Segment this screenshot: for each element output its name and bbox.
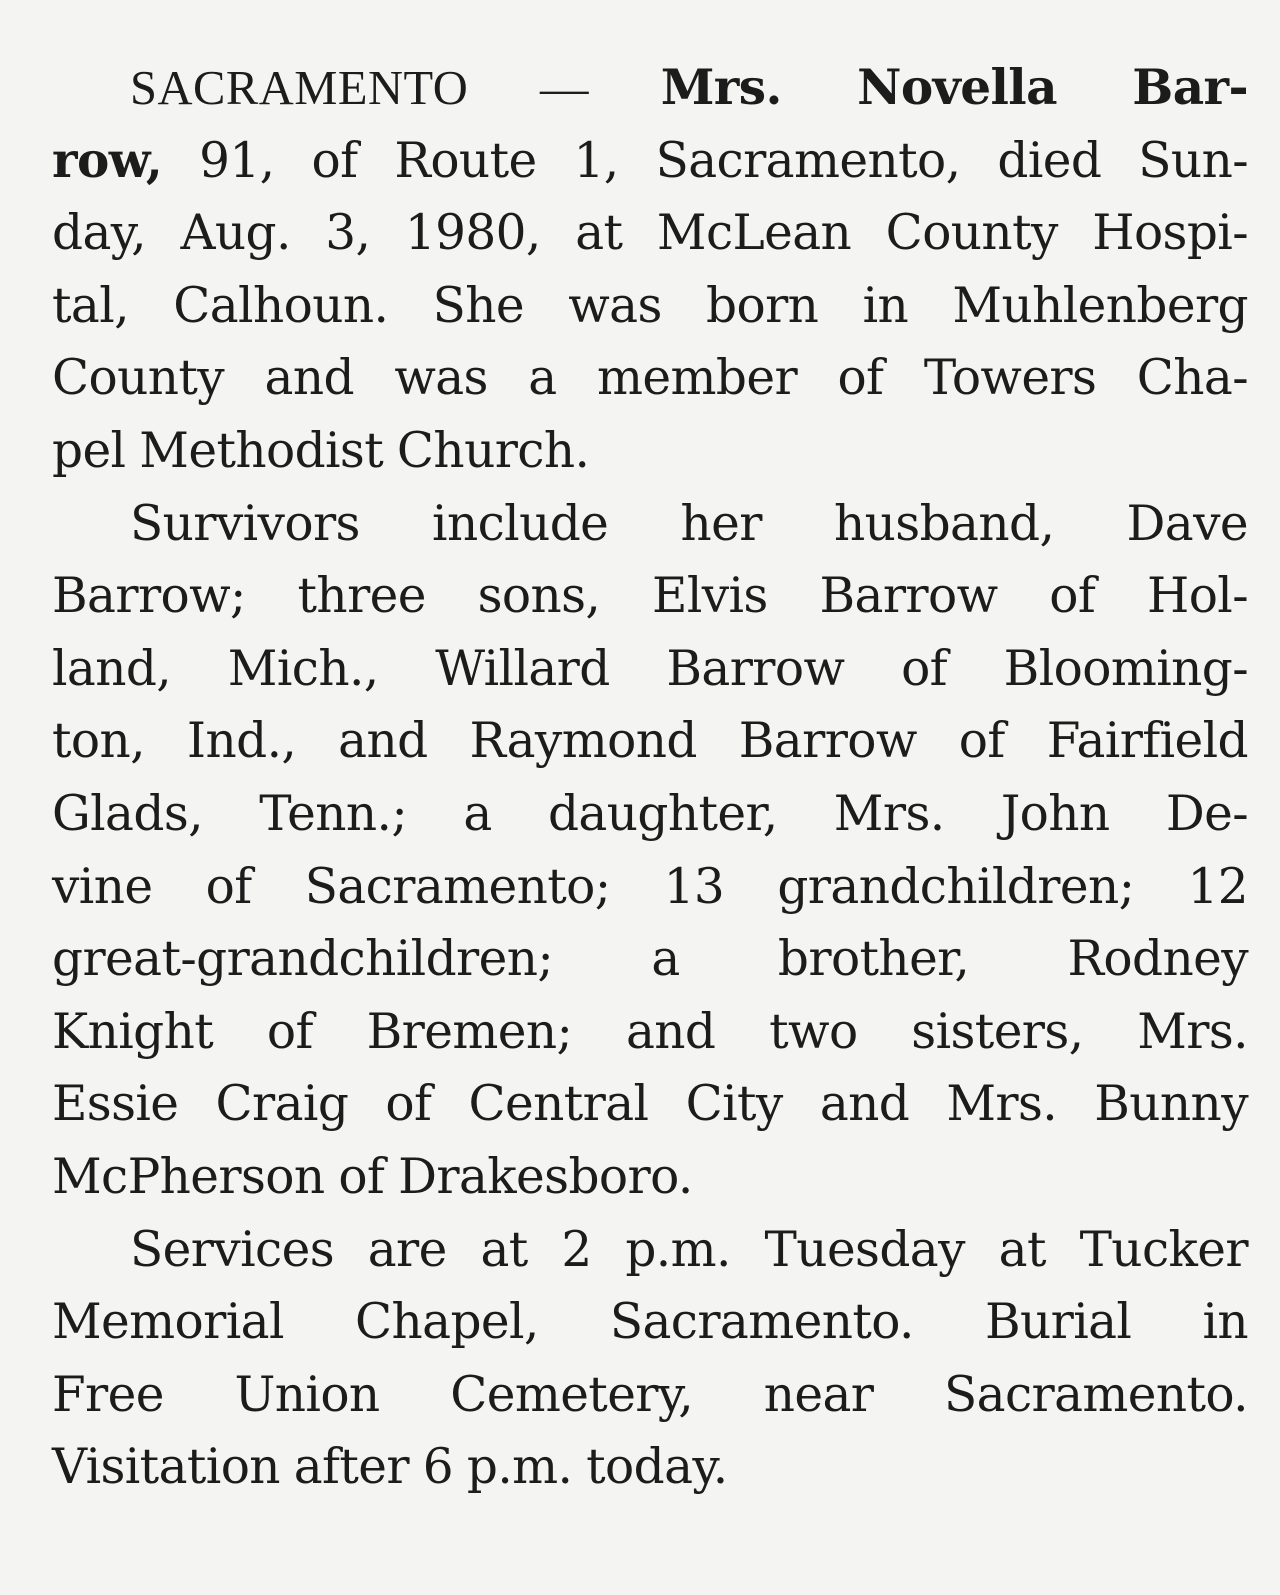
headline-line [52, 52, 1248, 125]
dateline: SACRAMENTO — [130, 62, 661, 115]
text-line: Free Union Cemetery, near Sacramento. [52, 1366, 1248, 1423]
text-line: McPherson of Drakesboro. [52, 1148, 693, 1205]
obituary-clipping [52, 52, 1248, 1504]
text-line: great-grandchildren; a brother, Rodney [52, 931, 1248, 988]
deceased-name: Mrs. Novella Bar- [660, 59, 1248, 116]
text-line: pel Methodist Church. [52, 422, 590, 479]
text-line [52, 125, 1248, 198]
text-line: Knight of Bremen; and two sisters, Mrs. [52, 1003, 1248, 1060]
text-span: 91, of Route 1, Sacramento, died Sun- [162, 132, 1248, 189]
text-line: Glads, Tenn.; a daughter, Mrs. John De- [52, 785, 1248, 842]
text-line: Memorial Chapel, Sacramento. Burial in [52, 1294, 1248, 1351]
text-line: day, Aug. 3, 1980, at McLean County Hospi- [52, 205, 1248, 262]
text-line: Essie Craig of Central City and Mrs. Bunny [52, 1076, 1248, 1133]
text-line: vine of Sacramento; 13 grandchildren; 12 [52, 858, 1248, 915]
text-line: Barrow; three sons, Elvis Barrow of Hol- [52, 568, 1248, 625]
text-line: Services are at 2 p.m. Tuesday at Tucker [130, 1221, 1248, 1278]
text-line: ton, Ind., and Raymond Barrow of Fairfield [52, 713, 1248, 770]
text-line: Survivors include her husband, Dave [130, 495, 1248, 552]
text-line: Visitation after 6 p.m. today. [52, 1439, 728, 1496]
deceased-name-continued: row, [52, 131, 163, 189]
text-line: County and was a member of Towers Cha- [52, 350, 1248, 407]
text-line: land, Mich., Willard Barrow of Blooming- [52, 640, 1248, 697]
text-line: tal, Calhoun. She was born in Muhlenberg [52, 277, 1248, 334]
